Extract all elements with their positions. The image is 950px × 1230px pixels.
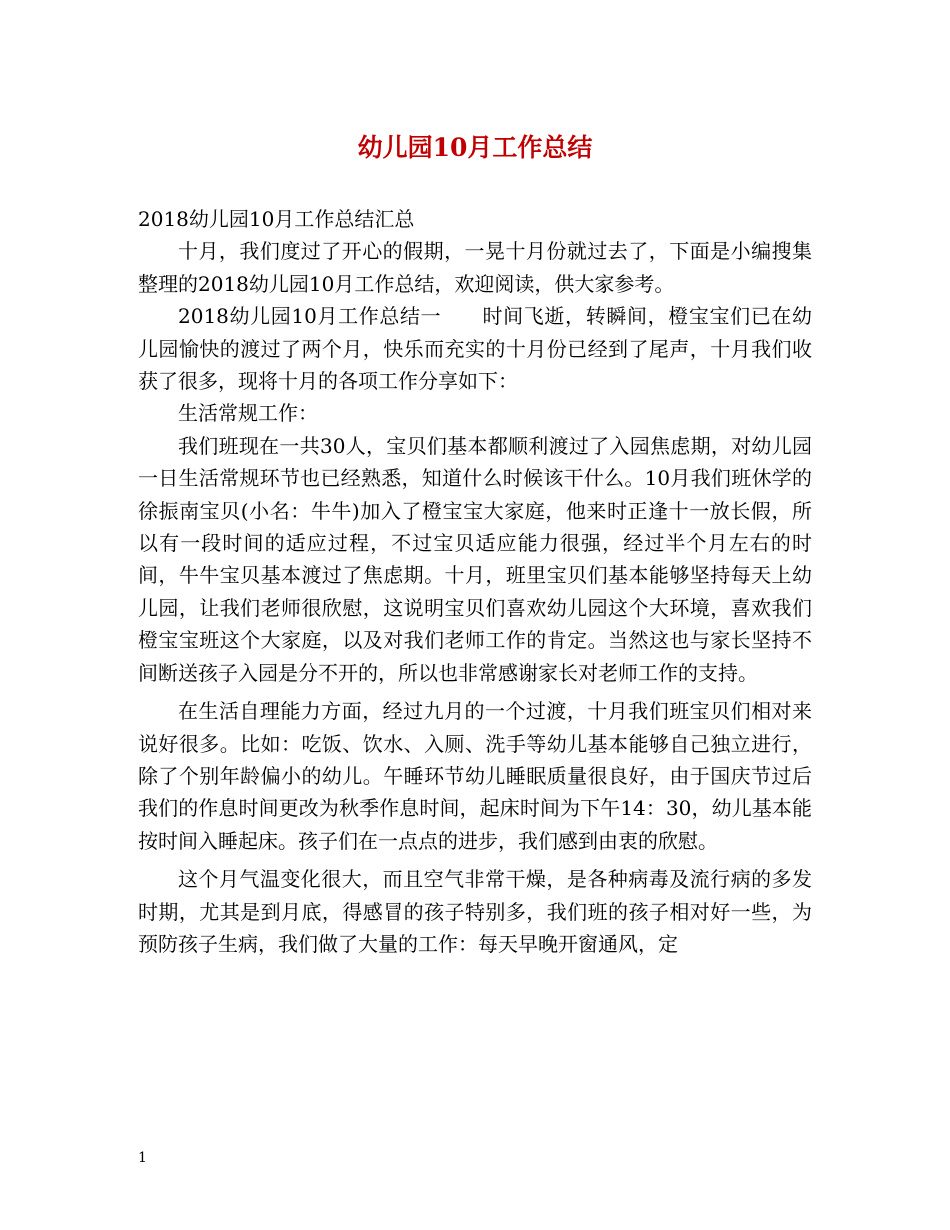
paragraph-section-heading: 生活常规工作： (178, 401, 318, 426)
document-body (138, 203, 812, 960)
paragraph-subtitle: 2018幼儿园10月工作总结汇总 (138, 207, 415, 231)
paragraph-intro: 十月，我们度过了开心的假期，一晃十月份就过去了，下面是小编搜集整理的2018幼儿园10月工作总结，欢迎阅读，供大家参考。 (138, 239, 812, 296)
paragraph-weather-health: 这个月气温变化很大，而且空气非常干燥，是各种病毒及流行病的多发时期，尤其是到月底，得感冒的孩子特别多，我们班的孩子相对好一些，为预防孩子生病，我们做了大量的工作：每天早晚开窗通风，定 (138, 867, 812, 956)
paragraph-self-care: 在生活自理能力方面，经过九月的一个过渡，十月我们班宝贝们相对来说好很多。比如：吃饭、饮水、入厕、洗手等幼儿基本能够自己独立进行，除了个别年龄偏小的幼儿。午睡环节幼儿睡眠质量很良好，由于国庆节过后我们的作息时间更改为秋季作息时间，起床时间为下午14：30，幼儿基本能按时间入睡起床。孩子们在一点点的进步，我们感到由衷的欣慰。 (138, 699, 812, 853)
paragraph-summary-one: 2018幼儿园10月工作总结一 时间飞逝，转瞬间，橙宝宝们已在幼儿园愉快的渡过了两个月，快乐而充实的十月份已经到了尾声，十月我们收获了很多，现将十月的各项工作分享如下： (138, 304, 812, 394)
document-title: 幼儿园10月工作总结 (357, 133, 593, 162)
page-number: 1 (138, 1150, 147, 1166)
paragraph-class-routine: 我们班现在一共30人，宝贝们基本都顺利渡过了入园焦虑期，对幼儿园一日生活常规环节也已经熟悉，知道什么时候该干什么。10月我们班休学的徐振南宝贝(小名：牛牛)加入了橙宝宝大家庭，他来时正逢十一放长假，所以有一段时间的适应过程，不过宝贝适应能力很强，经过半个月左右的时间，牛牛宝贝基本渡过了焦虑期。十月，班里宝贝们基本能够坚持每天上幼儿园，让我们老师很欣慰，这说明宝贝们喜欢幼儿园这个大环境，喜欢我们橙宝宝班这个大家庭，以及对我们老师工作的肯定。当然这也与家长坚持不间断送孩子入园是分不开的，所以也非常感谢家长对老师工作的支持。 (138, 433, 812, 685)
